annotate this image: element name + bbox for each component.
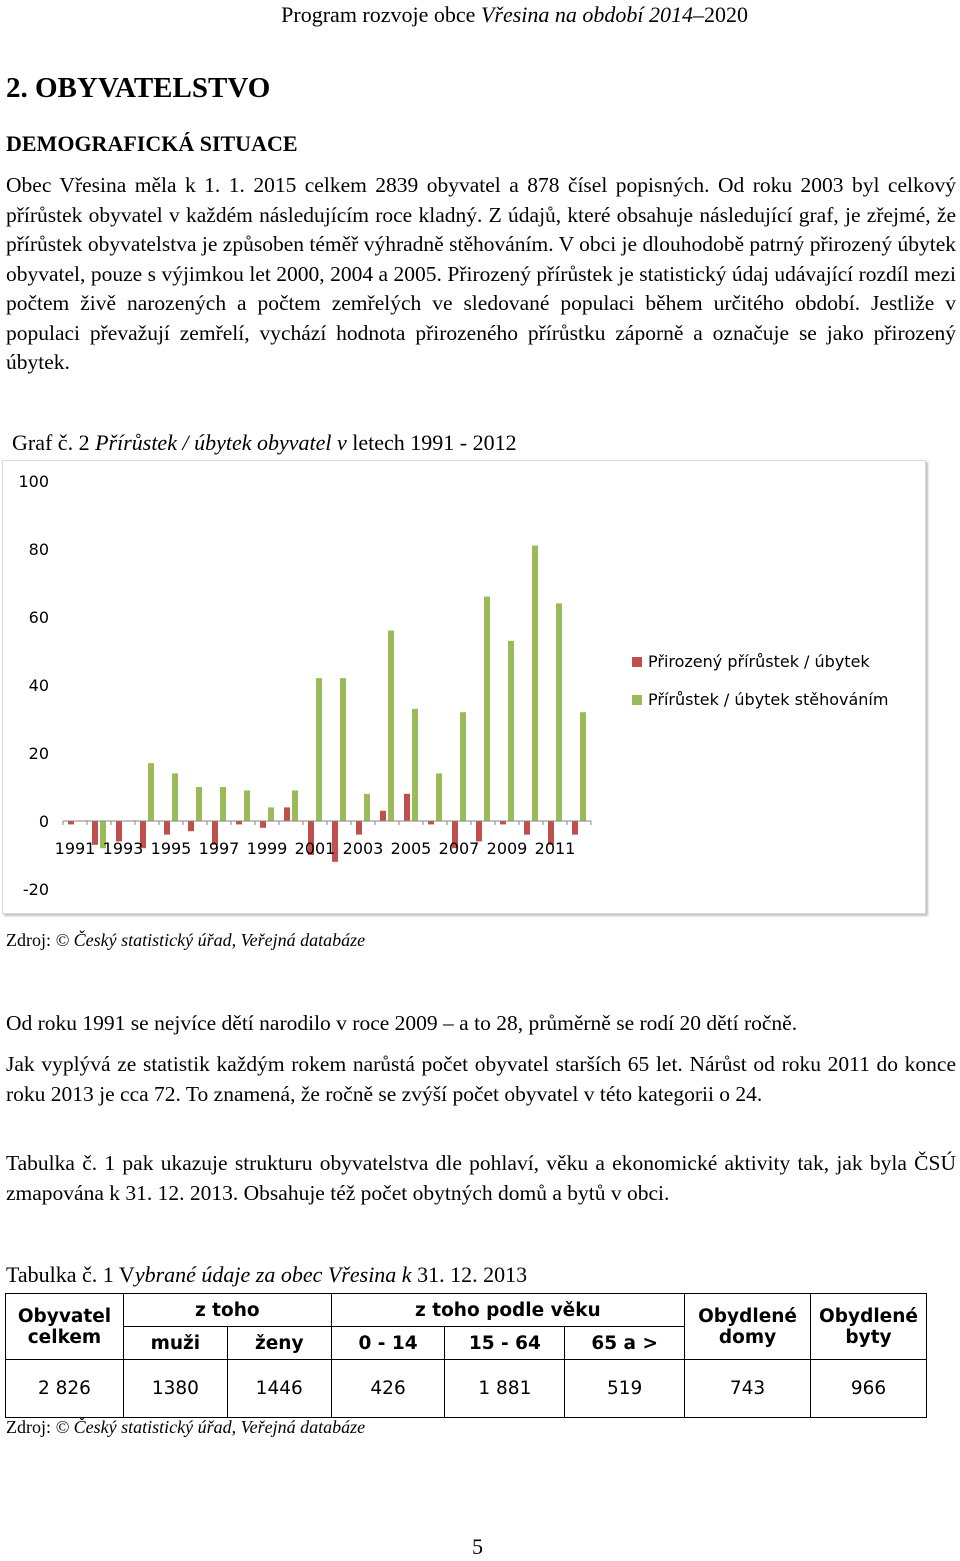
bar-natural	[404, 794, 410, 821]
population-change-chart	[2, 460, 926, 914]
head-age-65-plus: 65 a >	[565, 1327, 685, 1360]
subsection-title: DEMOGRAFICKÁ SITUACE	[6, 131, 298, 156]
bar-migration	[340, 678, 346, 821]
head-of-which: z toho	[123, 1294, 331, 1327]
bar-natural	[68, 821, 74, 824]
table-source: Zdroj: © Český statistický úřad, Veřejná databáze	[6, 1417, 366, 1437]
y-tick-label: 100	[18, 472, 49, 491]
bar-migration	[292, 790, 298, 821]
bar-migration	[532, 546, 538, 821]
x-tick-label: 1991	[54, 839, 96, 858]
bar-migration	[412, 709, 418, 821]
x-tick-label: 2003	[342, 839, 384, 858]
x-tick-label: 2011	[534, 839, 576, 858]
bar-migration	[436, 773, 442, 821]
y-tick-label: 0	[38, 812, 49, 831]
table-row	[6, 1360, 927, 1418]
x-tick-label: 1995	[150, 839, 192, 858]
bar-migration	[172, 773, 178, 821]
legend-swatch	[632, 695, 642, 705]
head-men: muži	[123, 1327, 227, 1360]
bar-natural	[428, 821, 434, 824]
bar-migration	[316, 678, 322, 821]
bar-natural	[260, 821, 266, 828]
head-women: ženy	[227, 1327, 331, 1360]
page-header: Program rozvoje obce Vřesina na období 2014–2020	[281, 2, 748, 27]
x-tick-label: 1997	[198, 839, 240, 858]
births-paragraph: Od roku 1991 se nejvíce dětí narodilo v roce 2009 – a to 28, průměrně se rodí 20 dětí ročně.	[6, 1011, 798, 1035]
bar-migration	[460, 712, 466, 821]
bar-migration	[220, 787, 226, 821]
bar-migration	[268, 807, 274, 821]
bar-migration	[388, 631, 394, 821]
x-tick-label: 1999	[246, 839, 288, 858]
cell-age-65-plus: 519	[565, 1360, 685, 1418]
bar-natural	[164, 821, 170, 835]
bar-migration	[508, 641, 514, 821]
bar-migration	[580, 712, 586, 821]
graph-source: Zdroj: © Český statistický úřad, Veřejná databáze	[6, 930, 366, 950]
bar-migration	[244, 790, 250, 821]
cell-total: 2 826	[6, 1360, 124, 1418]
intro-paragraph: Obec Vřesina měla k 1. 1. 2015 celkem 2839 obyvatel a 878 čísel popisných. Od roku 2003 byl celkový přírůstek obyvatel v každém následujícím roce kladný. Z údajů, které obsahuje následující graf, je zřejmé, že přírůstek obyvatelstva je způsoben téměř výhradně stěhováním. V obci je dlouhodobě patrný přirozený úbytek obyvatel, pouze s výjimkou let 2000, 2004 a 2005. Přirozený přírůstek je statistický údaj udávající rozdíl mezi počtem živě narozených a počtem zemřelých ve sledované populaci během určitého období. Jestliže v populaci převažují zemřelí, vychází hodnota přirozeného přírůstku záporně a označuje se jako přirozený úbytek.	[6, 173, 956, 374]
table-caption: Tabulka č. 1 Vybrané údaje za obec Vřesina k 31. 12. 2013	[6, 1262, 528, 1287]
y-tick-label: -20	[22, 880, 49, 899]
cell-age-15-64: 1 881	[445, 1360, 565, 1418]
legend-swatch	[632, 657, 642, 667]
bar-migration	[148, 763, 154, 821]
bar-migration	[484, 597, 490, 821]
legend-label: Přirozený přírůstek / úbytek	[648, 652, 870, 671]
x-tick-label: 2001	[294, 839, 336, 858]
y-tick-label: 20	[28, 744, 49, 763]
legend-label: Přírůstek / úbytek stěhováním	[648, 690, 889, 709]
head-by-age: z toho podle věku	[331, 1294, 684, 1327]
bar-migration	[364, 794, 370, 821]
head-flats: Obydlené byty	[811, 1294, 927, 1360]
section-title: 2. OBYVATELSTVO	[6, 72, 271, 104]
bar-natural	[236, 821, 242, 824]
x-tick-label: 2005	[390, 839, 432, 858]
bar-natural	[380, 811, 386, 821]
x-tick-label: 2007	[438, 839, 480, 858]
cell-flats: 966	[811, 1360, 927, 1418]
head-age-0-14: 0 - 14	[331, 1327, 445, 1360]
bar-natural	[356, 821, 362, 835]
cell-houses: 743	[685, 1360, 811, 1418]
bar-migration	[196, 787, 202, 821]
y-tick-label: 80	[28, 540, 49, 559]
bar-migration	[556, 603, 562, 821]
head-age-15-64: 15 - 64	[445, 1327, 565, 1360]
cell-women: 1446	[227, 1360, 331, 1418]
graph-caption: Graf č. 2 Přírůstek / úbytek obyvatel v letech 1991 - 2012	[12, 430, 517, 455]
bar-natural	[188, 821, 194, 831]
head-total: Obyvatel celkem	[6, 1294, 124, 1360]
cell-men: 1380	[123, 1360, 227, 1418]
bar-natural	[524, 821, 530, 835]
y-tick-label: 60	[28, 608, 49, 627]
chart-svg	[3, 461, 925, 913]
bar-natural	[500, 821, 506, 824]
page-number: 5	[472, 1534, 483, 1559]
x-tick-label: 1993	[102, 839, 144, 858]
y-tick-label: 40	[28, 676, 49, 695]
seniors-paragraph: Jak vyplývá ze statistik každým rokem narůstá počet obyvatel starších 65 let. Nárůst od roku 2011 do konce roku 2013 je cca 72. To znamená, že ročně se zvýší počet obyvatel v této kategorii o 24.	[6, 1052, 956, 1106]
table-intro-paragraph: Tabulka č. 1 pak ukazuje strukturu obyvatelstva dle pohlaví, věku a ekonomické aktivity tak, jak byla ČSÚ zmapována k 31. 12. 2013. Obsahuje též počet obytných domů a bytů v obci.	[6, 1151, 956, 1205]
cell-age-0-14: 426	[331, 1360, 445, 1418]
bar-natural	[572, 821, 578, 835]
population-table	[5, 1293, 927, 1418]
bar-natural	[284, 807, 290, 821]
x-tick-label: 2009	[486, 839, 528, 858]
head-houses: Obydlené domy	[685, 1294, 811, 1360]
